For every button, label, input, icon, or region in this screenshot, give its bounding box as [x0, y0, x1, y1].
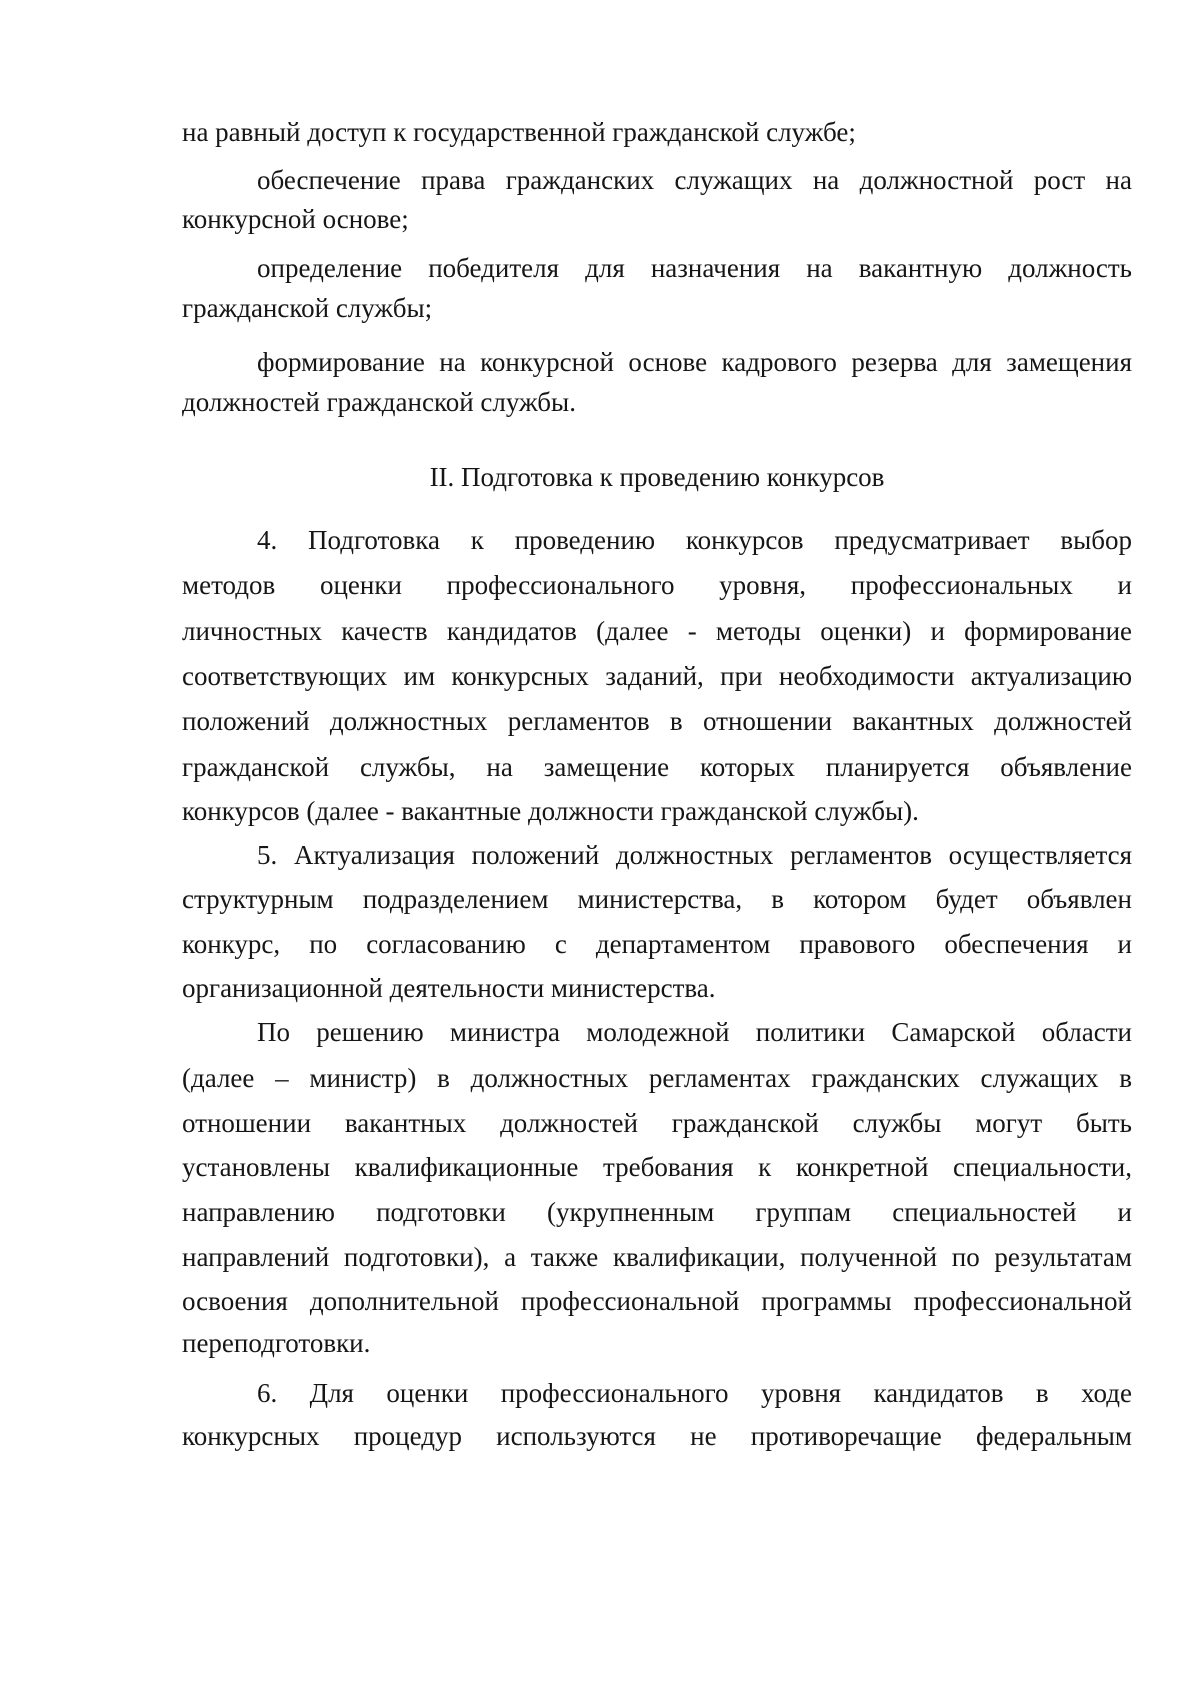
text-line: 6. Для оценки профессионального уровня кандидатов в ходе	[257, 1378, 1132, 1408]
text-line: 5. Актуализация положений должностных регламентов осуществляется	[257, 840, 1132, 870]
text-line: конкурс, по согласованию с департаментом правового обеспечения и	[182, 929, 1132, 959]
text-line: на равный доступ к государственной гражданской службе;	[182, 117, 856, 147]
text-line: направлений подготовки), а также квалификации, полученной по результатам	[182, 1242, 1132, 1272]
text-line: личностных качеств кандидатов (далее - методы оценки) и формирование	[182, 616, 1132, 646]
text-line: гражданской службы, на замещение которых планируется объявление	[182, 752, 1132, 782]
text-line: конкурсной основе;	[182, 204, 409, 234]
text-line: методов оценки профессионального уровня, профессиональных и	[182, 570, 1132, 600]
text-line: положений должностных регламентов в отношении вакантных должностей	[182, 706, 1132, 736]
text-line: (далее – министр) в должностных регламентах гражданских служащих в	[182, 1063, 1132, 1093]
text-line: освоения дополнительной профессиональной программы профессиональной	[182, 1286, 1132, 1316]
text-line: установлены квалификационные требования к конкретной специальности,	[182, 1152, 1132, 1182]
text-line: определение победителя для назначения на вакантную должность	[257, 253, 1132, 283]
text-line: направлению подготовки (укрупненным группам специальностей и	[182, 1197, 1132, 1227]
text-line: обеспечение права гражданских служащих на должностной рост на	[257, 165, 1132, 195]
text-line: должностей гражданской службы.	[182, 387, 576, 417]
text-line: конкурсов (далее - вакантные должности гражданской службы).	[182, 796, 919, 826]
text-line: конкурсных процедур используются не противоречащие федеральным	[182, 1421, 1132, 1451]
text-line: отношении вакантных должностей гражданской службы могут быть	[182, 1108, 1132, 1138]
section-heading: II. Подготовка к проведению конкурсов	[429, 462, 885, 492]
text-line: организационной деятельности министерства.	[182, 973, 716, 1003]
text-line: переподготовки.	[182, 1328, 371, 1358]
text-line: формирование на конкурсной основе кадрового резерва для замещения	[257, 347, 1132, 377]
text-line: По решению министра молодежной политики Самарской области	[257, 1017, 1132, 1047]
text-line: структурным подразделением министерства, в котором будет объявлен	[182, 884, 1132, 914]
text-line: соответствующих им конкурсных заданий, при необходимости актуализацию	[182, 661, 1132, 691]
text-line: гражданской службы;	[182, 293, 433, 323]
text-line: 4. Подготовка к проведению конкурсов предусматривает выбор	[257, 525, 1132, 555]
